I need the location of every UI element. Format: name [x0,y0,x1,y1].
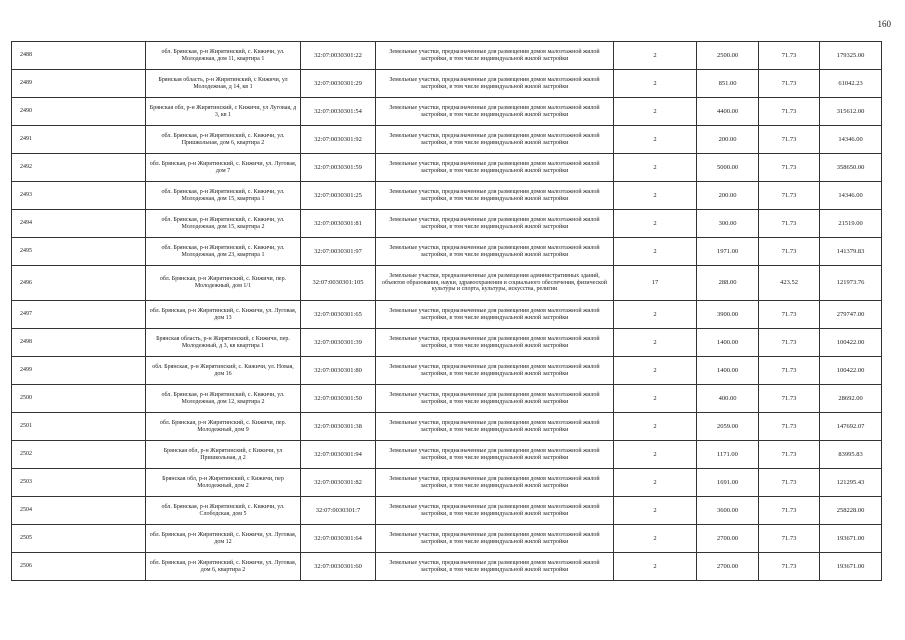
table-row [12,385,882,413]
cell-address: обл. Брянская, р-н Жирятинский, с. Кижичи, ул. Молодежная, дом 23, квартира 1 [146,238,301,266]
cell-cadastral-value: 28692.00 [820,385,882,413]
cell-group: 2 [614,385,697,413]
cell-cadastral-value: 358650.00 [820,154,882,182]
cell-address: Брянская область, р-н Жирятинский, с Кижичи, ул Молодежная, д 14, кв 1 [146,70,301,98]
cell-group: 2 [614,210,697,238]
cell-address: обл. Брянская, р-н Жирятинский, с. Кижичи, ул. Молодежная, дом 15, квартира 2 [146,210,301,238]
table-row [12,98,882,126]
cell-cadastral-number: 32:07:0030301:82 [301,469,376,497]
cell-cadastral-number: 32:07:0030301:22 [301,42,376,70]
cell-land-use: Земельные участки, предназначенные для размещения домов малоэтажной жилой застройки, в том числе индивидуальной жилой застройки [376,469,614,497]
cell-cadastral-number: 32:07:0030301:80 [301,357,376,385]
cell-specific-value: 71.73 [759,413,820,441]
cell-cadastral-value: 258228.00 [820,497,882,525]
table-row [12,469,882,497]
cell-specific-value: 71.73 [759,182,820,210]
cell-cadastral-value: 193671.00 [820,525,882,553]
cell-specific-value: 71.73 [759,385,820,413]
cell-area: 1400.00 [697,329,759,357]
cell-area: 3900.00 [697,301,759,329]
cell-land-use: Земельные участки, предназначенные для размещения административных зданий, объектов образования, науки, здравоохранения и социального обеспечения, физической культуры и спорта, культуры, искусства, религии [376,266,614,301]
cell-specific-value: 71.73 [759,126,820,154]
cell-area: 2059.00 [697,413,759,441]
cell-record-number: 2502 [12,441,146,469]
cell-address: обл. Брянская, р-н Жирятинский, с. Кижичи, ул. Луговая, дом 13 [146,301,301,329]
cell-record-number: 2496 [12,266,146,301]
cell-record-number: 2500 [12,385,146,413]
table-body [12,42,882,581]
cell-specific-value: 71.73 [759,553,820,581]
table-row [12,525,882,553]
cell-cadastral-value: 14346.00 [820,126,882,154]
cell-area: 2700.00 [697,525,759,553]
cell-address: Брянская область, р-н Жирятинский, с Кижичи, пер. Молодежный, д 3, кв квартира 1 [146,329,301,357]
cell-cadastral-value: 141379.83 [820,238,882,266]
cell-record-number: 2489 [12,70,146,98]
cell-group: 2 [614,441,697,469]
table-row [12,357,882,385]
cell-cadastral-value: 83995.83 [820,441,882,469]
cell-cadastral-value: 61042.23 [820,70,882,98]
table-row [12,497,882,525]
table-row [12,413,882,441]
cell-address: обл. Брянская, р-н Жирятинский, с. Кижичи, ул. Слободская, дом 5 [146,497,301,525]
table-row [12,182,882,210]
table-row [12,154,882,182]
cell-cadastral-value: 147692.07 [820,413,882,441]
cell-cadastral-number: 32:07:0030301:81 [301,210,376,238]
cell-area: 200.00 [697,182,759,210]
table-row [12,210,882,238]
cell-cadastral-value: 121295.43 [820,469,882,497]
cell-cadastral-number: 32:07:0030301:29 [301,70,376,98]
cell-group: 17 [614,266,697,301]
cell-record-number: 2501 [12,413,146,441]
cell-record-number: 2505 [12,525,146,553]
cell-specific-value: 71.73 [759,329,820,357]
cell-address: обл. Брянская, р-н Жирятинский, с. Кижичи, ул. Новая, дом 16 [146,357,301,385]
cell-area: 1400.00 [697,357,759,385]
cell-area: 851.00 [697,70,759,98]
cell-address: Брянская обл, р-н Жирятинский, с Кижичи, ул Луговая, д 3, кв 1 [146,98,301,126]
cell-area: 2500.00 [697,42,759,70]
cell-record-number: 2497 [12,301,146,329]
cell-area: 300.00 [697,210,759,238]
cell-group: 2 [614,525,697,553]
cell-land-use: Земельные участки, предназначенные для размещения домов малоэтажной жилой застройки, в том числе индивидуальной жилой застройки [376,210,614,238]
cell-cadastral-number: 32:07:0030301:7 [301,497,376,525]
cell-specific-value: 71.73 [759,525,820,553]
cell-land-use: Земельные участки, предназначенные для размещения домов малоэтажной жилой застройки, в том числе индивидуальной жилой застройки [376,329,614,357]
cell-specific-value: 71.73 [759,42,820,70]
cell-area: 288.00 [697,266,759,301]
cell-cadastral-number: 32:07:0030301:39 [301,329,376,357]
cell-specific-value: 423.52 [759,266,820,301]
table-row [12,301,882,329]
cell-land-use: Земельные участки, предназначенные для размещения домов малоэтажной жилой застройки, в том числе индивидуальной жилой застройки [376,357,614,385]
cell-cadastral-value: 100422.00 [820,329,882,357]
cell-specific-value: 71.73 [759,357,820,385]
cell-cadastral-number: 32:07:0030301:50 [301,385,376,413]
cell-land-use: Земельные участки, предназначенные для размещения домов малоэтажной жилой застройки, в том числе индивидуальной жилой застройки [376,70,614,98]
cell-specific-value: 71.73 [759,98,820,126]
cell-address: Брянская обл, р-н Жирятинский, с Кижичи, пер Молодежный, дом 2 [146,469,301,497]
cell-record-number: 2493 [12,182,146,210]
cell-area: 400.00 [697,385,759,413]
table-row [12,238,882,266]
cell-record-number: 2492 [12,154,146,182]
table-row [12,70,882,98]
cell-group: 2 [614,413,697,441]
cell-cadastral-number: 32:07:0030301:38 [301,413,376,441]
cell-land-use: Земельные участки, предназначенные для размещения домов малоэтажной жилой застройки, в том числе индивидуальной жилой застройки [376,385,614,413]
cell-cadastral-number: 32:07:0030301:60 [301,553,376,581]
cell-land-use: Земельные участки, предназначенные для размещения домов малоэтажной жилой застройки, в том числе индивидуальной жилой застройки [376,553,614,581]
cell-group: 2 [614,238,697,266]
cell-land-use: Земельные участки, предназначенные для размещения домов малоэтажной жилой застройки, в том числе индивидуальной жилой застройки [376,497,614,525]
cell-cadastral-number: 32:07:0030301:94 [301,441,376,469]
cell-cadastral-number: 32:07:0030301:92 [301,126,376,154]
table-row [12,42,882,70]
cell-group: 2 [614,329,697,357]
cell-cadastral-value: 100422.00 [820,357,882,385]
cell-cadastral-number: 32:07:0030301:59 [301,154,376,182]
cell-group: 2 [614,126,697,154]
cell-address: обл. Брянская, р-н Жирятинский, с. Кижичи, ул. Луговая, дом 12 [146,525,301,553]
cell-cadastral-number: 32:07:0030301:54 [301,98,376,126]
table-row [12,441,882,469]
cell-record-number: 2494 [12,210,146,238]
cell-record-number: 2495 [12,238,146,266]
cell-land-use: Земельные участки, предназначенные для размещения домов малоэтажной жилой застройки, в том числе индивидуальной жилой застройки [376,98,614,126]
cell-land-use: Земельные участки, предназначенные для размещения домов малоэтажной жилой застройки, в том числе индивидуальной жилой застройки [376,238,614,266]
cell-address: обл. Брянская, р-н Жирятинский, с. Кижичи, пер. Молодежный, дом 9 [146,413,301,441]
cell-record-number: 2498 [12,329,146,357]
cell-record-number: 2506 [12,553,146,581]
cell-specific-value: 71.73 [759,238,820,266]
cell-land-use: Земельные участки, предназначенные для размещения домов малоэтажной жилой застройки, в том числе индивидуальной жилой застройки [376,154,614,182]
cell-group: 2 [614,154,697,182]
cell-cadastral-value: 14346.00 [820,182,882,210]
cell-address: обл. Брянская, р-н Жирятинский, с. Кижичи, ул. Молодежная, дом 11, квартира 1 [146,42,301,70]
cell-land-use: Земельные участки, предназначенные для размещения домов малоэтажной жилой застройки, в том числе индивидуальной жилой застройки [376,413,614,441]
cell-specific-value: 71.73 [759,210,820,238]
cell-cadastral-value: 279747.00 [820,301,882,329]
cell-address: обл. Брянская, р-н Жирятинский, с. Кижичи, ул. Молодежная, дом 12, квартира 2 [146,385,301,413]
cell-address: обл. Брянская, р-н Жирятинский, с. Кижичи, пер. Молодежный, дом 1/1 [146,266,301,301]
cell-record-number: 2503 [12,469,146,497]
cell-record-number: 2491 [12,126,146,154]
cell-group: 2 [614,42,697,70]
table-row [12,553,882,581]
cell-cadastral-value: 179325.00 [820,42,882,70]
cell-land-use: Земельные участки, предназначенные для размещения домов малоэтажной жилой застройки, в том числе индивидуальной жилой застройки [376,441,614,469]
cell-area: 5000.00 [697,154,759,182]
cell-specific-value: 71.73 [759,70,820,98]
cell-cadastral-number: 32:07:0030301:64 [301,525,376,553]
cell-cadastral-number: 32:07:0030301:65 [301,301,376,329]
cell-group: 2 [614,553,697,581]
cell-group: 2 [614,98,697,126]
cell-cadastral-value: 121973.76 [820,266,882,301]
page-number: 160 [877,19,891,29]
cell-cadastral-number: 32:07:0030301:105 [301,266,376,301]
cell-group: 2 [614,70,697,98]
cell-area: 2700.00 [697,553,759,581]
cell-land-use: Земельные участки, предназначенные для размещения домов малоэтажной жилой застройки, в том числе индивидуальной жилой застройки [376,301,614,329]
cell-land-use: Земельные участки, предназначенные для размещения домов малоэтажной жилой застройки, в том числе индивидуальной жилой застройки [376,182,614,210]
cell-record-number: 2490 [12,98,146,126]
cell-specific-value: 71.73 [759,301,820,329]
cell-group: 2 [614,301,697,329]
cell-record-number: 2499 [12,357,146,385]
cell-cadastral-number: 32:07:0030301:97 [301,238,376,266]
cell-group: 2 [614,357,697,385]
cell-group: 2 [614,182,697,210]
table-row [12,126,882,154]
cell-address: Брянская обл, р-н Жирятинский, с Кижичи, ул Пришкольная, д 2 [146,441,301,469]
cell-group: 2 [614,469,697,497]
cell-area: 1691.00 [697,469,759,497]
cell-address: обл. Брянская, р-н Жирятинский, с. Кижичи, ул. Пришкольная, дом 6, квартира 2 [146,126,301,154]
cell-record-number: 2488 [12,42,146,70]
cell-specific-value: 71.73 [759,441,820,469]
cell-area: 4400.00 [697,98,759,126]
cell-address: обл. Брянская, р-н Жирятинский, с. Кижичи, ул. Луговая, дом 6, квартира 2 [146,553,301,581]
cell-cadastral-value: 21519.00 [820,210,882,238]
cell-specific-value: 71.73 [759,154,820,182]
cell-specific-value: 71.73 [759,497,820,525]
table-row [12,329,882,357]
cell-cadastral-number: 32:07:0030301:25 [301,182,376,210]
land-registry-table [11,41,882,581]
cell-land-use: Земельные участки, предназначенные для размещения домов малоэтажной жилой застройки, в том числе индивидуальной жилой застройки [376,525,614,553]
cell-record-number: 2504 [12,497,146,525]
cell-cadastral-value: 193671.00 [820,553,882,581]
cell-specific-value: 71.73 [759,469,820,497]
cell-land-use: Земельные участки, предназначенные для размещения домов малоэтажной жилой застройки, в том числе индивидуальной жилой застройки [376,42,614,70]
table-row [12,266,882,301]
cell-address: обл. Брянская, р-н Жирятинский, с. Кижичи, ул. Луговая, дом 7 [146,154,301,182]
cell-land-use: Земельные участки, предназначенные для размещения домов малоэтажной жилой застройки, в том числе индивидуальной жилой застройки [376,126,614,154]
cell-area: 1971.00 [697,238,759,266]
cell-area: 3600.00 [697,497,759,525]
cell-group: 2 [614,497,697,525]
cell-cadastral-value: 315612.00 [820,98,882,126]
cell-address: обл. Брянская, р-н Жирятинский, с. Кижичи, ул. Молодежная, дом 15, квартира 1 [146,182,301,210]
cell-area: 200.00 [697,126,759,154]
cell-area: 1171.00 [697,441,759,469]
